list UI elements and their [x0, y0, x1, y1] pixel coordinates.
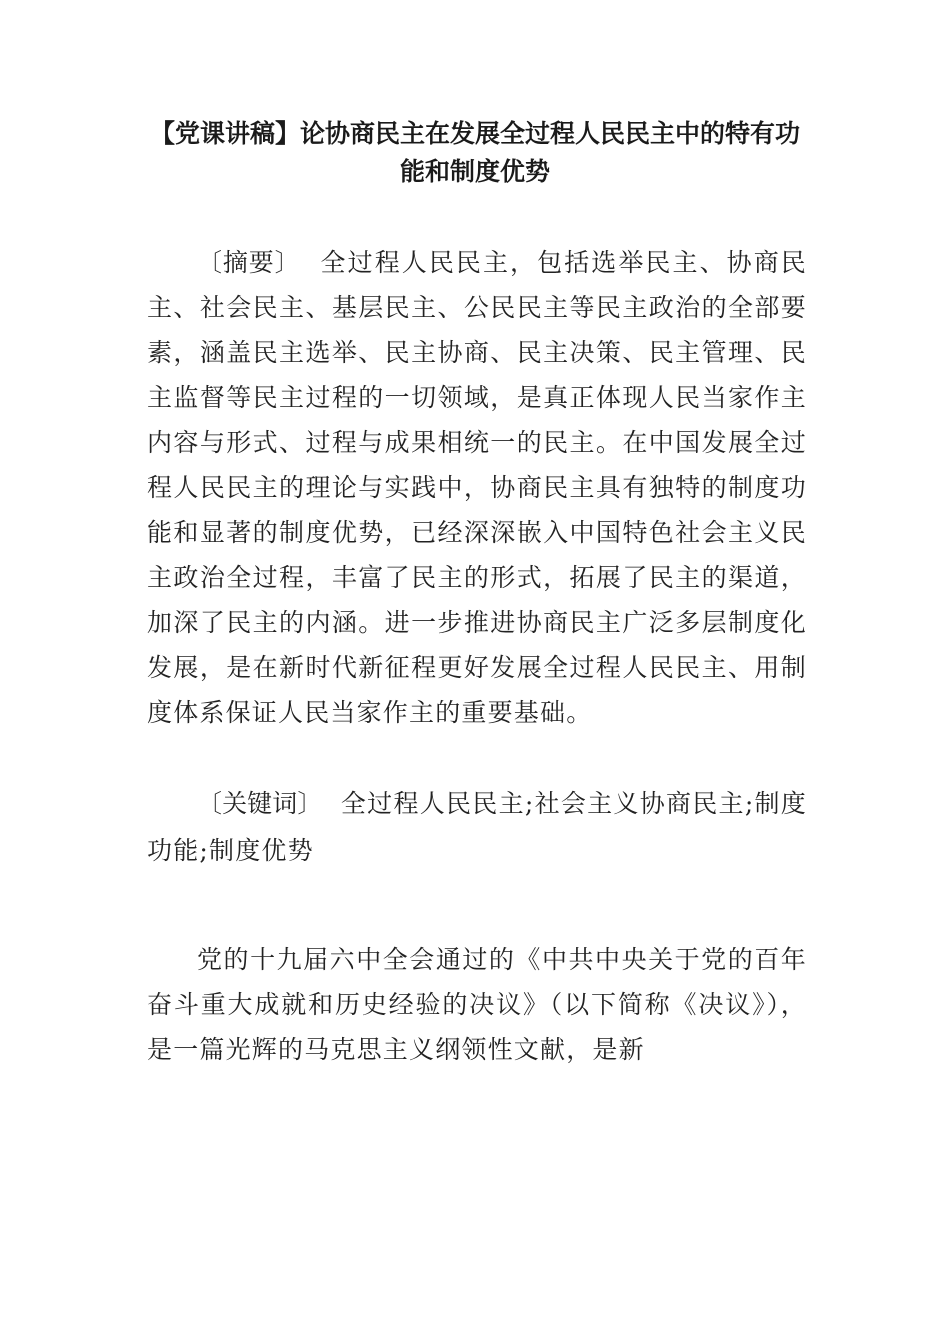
keywords-label: 〔关键词〕 [197, 789, 323, 818]
document-title: 【党课讲稿】论协商民主在发展全过程人民民主中的特有功能和制度优势 [149, 119, 800, 186]
keywords-text: 全过程人民民主;社会主义协商民主;制度功能;制度优势 [147, 789, 808, 865]
abstract-label: 〔摘要〕 [197, 248, 301, 277]
keywords-paragraph [147, 780, 807, 874]
intro-paragraph: 党的十九届六中全会通过的《中共中央关于党的百年奋斗重大成就和历史经验的决议》（以下简称《决议》），是一篇光辉的马克思主义纲领性文献，是新 [147, 945, 807, 1064]
abstract-text: 全过程人民民主，包括选举民主、协商民主、社会民主、基层民主、公民民主等民主政治的全部要素，涵盖民主选举、民主协商、民主决策、民主管理、民主监督等民主过程的一切领域，是真正体现人民当家作主内容与形式、过程与成果相统一的民主。在中国发展全过程人民民主的理论与实践中，协商民主具有独特的制度功能和显著的制度优势，已经深深嵌入中国特色社会主义民主政治全过程，丰富了民主的形式，拓展了民主的渠道，加深了民主的内涵。进一步推进协商民主广泛多层制度化发展，是在新时代新征程更好发展全过程人民民主、用制度体系保证人民当家作主的重要基础。 [147, 248, 807, 727]
abstract-paragraph [147, 240, 807, 735]
